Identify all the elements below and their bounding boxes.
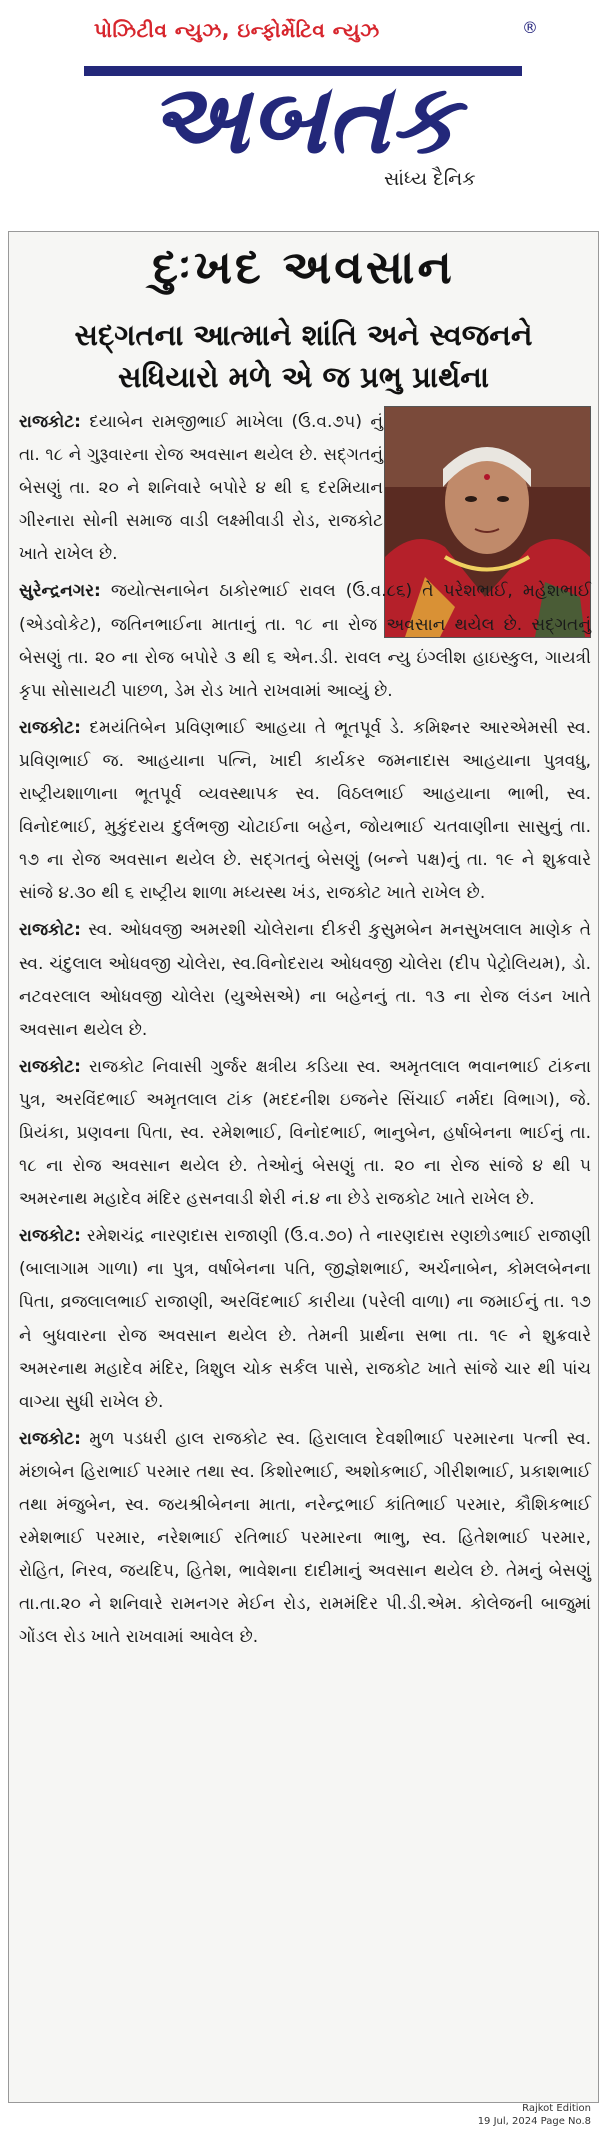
entry-place: રાજકોટ: [19,717,81,738]
obituary-article [8,231,599,2103]
date-page: 19 Jul, 2024 Page No.8 [477,2116,591,2127]
obituary-entry [19,406,591,571]
obituary-list [19,406,591,1658]
entry-text: દયાબેન રામજીભાઈ માખેલા (ઉ.વ.૭૫) નું તા. ૧૮ ને ગુરૂવારના રોજ અવસાન થયેલ છે. સદ્ગતનું બેસણું તા. ૨૦ ને શનિવારે બપોરે ૪ થી ૬ દરમિયાન ગીરનારા સોની સમાજ વાડી લક્ષ્મીવાડી રોડ, રાજકોટ ખાતે રાખેલ છે. [19,412,383,565]
entry-place: રાજકોટ: [19,412,81,432]
entry-text: મુળ પડધરી હાલ રાજકોટ સ્વ. હિરાલાલ દેવશીભાઈ પરમારના પત્ની સ્વ. મંછાબેન હિરાભાઈ પરમાર તથા સ્વ. કિશોરભાઈ, અશોકભાઈ, ગીરીશભાઈ, પ્રકાશભાઈ તથા મંજુબેન, સ્વ. જયશ્રીબેનના માતા, નરેન્દ્રભાઈ કાંતિભાઈ પરમાર, કૌશિકભાઈ રમેશભાઈ પરમાર, નરેશભાઈ રતિભાઈ પરમારના ભાભુ, સ્વ. હિતેશભાઈ પરમાર, રોહિત, નિરવ, જયદિપ, હિતેશ, ભાવેશના દાદીમાનું અવસાન થયેલ છે. તેમનું બેસણું તા.તા.૨૦ ને શનિવારે રામનગર મેઈન રોડ, રામમંદિર પી.ડી.એમ. કોલેજની બાજુમાં ગોંડલ રોડ ખાતે રાખવામાં આવેલ છે. [19,1428,591,1648]
obituary-entry [19,575,591,707]
entry-text: રમેશચંદ્ર નારણદાસ રાજાણી (ઉ.વ.૭૦) તે નારણદાસ રણછોડભાઈ રાજાણી (બાલાગામ ગાળા) ના પુત્ર, વર્ષાબેનના પતિ, જીજ્ઞેશભાઈ, અર્ચનાબેન, કોમલબેનના પિતા, વ્રજલાલભાઈ રાજાણી, અરવિંદભાઈ કારીયા (પરેલી વાળા) ના જમાઈનું તા. ૧૭ ને બુધવારના રોજ અવસાન થયેલ છે. તેમની પ્રાર્થના સભા તા. ૧૯ ને શુક્રવારે અમરનાથ મહાદેવ મંદિર, ત્રિશુલ ચોક સર્કલ પાસે, રાજકોટ ખાતે સાંજે ચાર થી પાંચ વાગ્યા સુધી રાખેલ છે. [19,1226,591,1412]
entry-text: રાજકોટ નિવાસી ગુર્જર ક્ષત્રીય કડિયા સ્વ. અમૃતલાલ ભવાનભાઈ ટાંકના પુત્ર, અરવિંદભાઈ અમૃતલાલ ટાંક (મદદનીશ ઇજનેર સિંચાઈ નર્મદા વિભાગ), જે. પ્રિયંકા, પ્રણવના પિતા, સ્વ. રમેશભાઈ, વિનોદભાઈ, ભાનુબેન, હર્ષાબેનના ભાઈનું તા. ૧૮ ના રોજ અવસાન થયેલ છે. તેઓનું બેસણું તા. ૨૦ ના રોજ સાંજે ૪ થી ૫ અમરનાથ મહાદેવ મંદિર હસનવાડી શેરી નં.૪ ના છેડે રાજકોટ ખાતે રાખેલ છે. [19,1056,591,1210]
page-footer [478,2102,591,2128]
entry-place: રાજકોટ: [19,920,81,941]
obituary-entry [19,1051,591,1216]
entry-place: રાજકોટ: [19,1226,81,1247]
entry-text: સ્વ. ઓધવજી અમરશી ચોલેરાના દીકરી કુસુમબેન મનસુખલાલ માણેક તે સ્વ. ચંદુલાલ ઓધવજી ચોલેરા, સ્વ.વિનોદરાય ઓધવજી ચોલેરા (દીપ પેટ્રોલિયમ), ડો. નટવરલાલ ઓધવજી ચોલેરા (યુએસએ) ના બહેનનું તા. ૧૩ ના રોજ લંડન ખાતે અવસાન થયેલ છે. [19,920,591,1040]
entry-place: સુરેન્દ્રનગર: [19,581,101,602]
entry-text: જયોત્સનાબેન ઠાકોરભાઈ રાવલ (ઉ.વ.૮૬) તે પરેશભાઈ, મહેશભાઈ (એડવોકેટ), જતિનભાઈના માતાનું તા. ૧૮ ના રોજ અવસાન થયેલ છે. સદ્ગતનું બેસણું તા. ૨૦ ના રોજ બપોરે ૩ થી ૬ એન.ડી. રાવલ ન્યુ ઇંગ્લીશ હાઇસ્કુલ, ગાયત્રી કૃપા સોસાયટી પાછળ, ડેમ રોડ ખાતે રાખવામાં આવ્યું છે. [19,581,591,701]
masthead [0,0,607,210]
subheadline: સદ્ગતના આત્માને શાંતિ અને સ્વજનને સધિયારો મળે એ જ પ્રભુ પ્રાર્થના [74,318,533,394]
logo-wordmark: અબતક [148,63,458,162]
edition-name: Rajkot Edition [522,2103,591,2114]
obituary-entry [19,1220,591,1419]
registered-mark: ® [522,18,538,37]
abtak-logo [78,52,528,162]
entry-text: દમયંતિબેન પ્રવિણભાઈ આહયા તે ભૂતપૂર્વ ડે. કમિશ્નર આરએમસી સ્વ. પ્રવિણભાઈ જ. આહયાના પત્નિ, ખાદી કાર્યકર જમનાદાસ આહયાના પુત્રવધુ, રાષ્ટ્રીયશાળાના ભૂતપૂર્વ વ્યવસ્થાપક સ્વ. વિઠલભાઈ આહયાના ભાભી, સ્વ. વિનોદભાઈ, મુકુંદરાય દુર્લભજી ચોટાઈના બહેન, જોયભાઈ ચતવાણીના સાસુનું તા. ૧૭ ના રોજ અવસાન થયેલ છે. સદ્ગતનું બેસણું (બન્ને પક્ષ)નું તા. ૧૯ ને શુક્રવારે સાંજે ૪.૩૦ થી ૬ રાષ્ટ્રીય શાળા મધ્યસ્થ ખંડ, રાજકોટ ખાતે રાખેલ છે. [19,717,591,904]
tagline: પોઝિટીવ ન્યુઝ, ઇન્ફોર્મેટિવ ન્યુઝ [94,18,380,42]
edition-label: સાંધ્ય દૈનિક [384,168,476,190]
entry-place: રાજકોટ: [19,1428,81,1449]
entry-place: રાજકોટ: [19,1056,81,1077]
headline: દુઃખદ અવસાન [152,240,455,294]
obituary-entry [19,712,591,911]
obituary-entry [19,1423,591,1655]
obituary-entry [19,914,591,1046]
